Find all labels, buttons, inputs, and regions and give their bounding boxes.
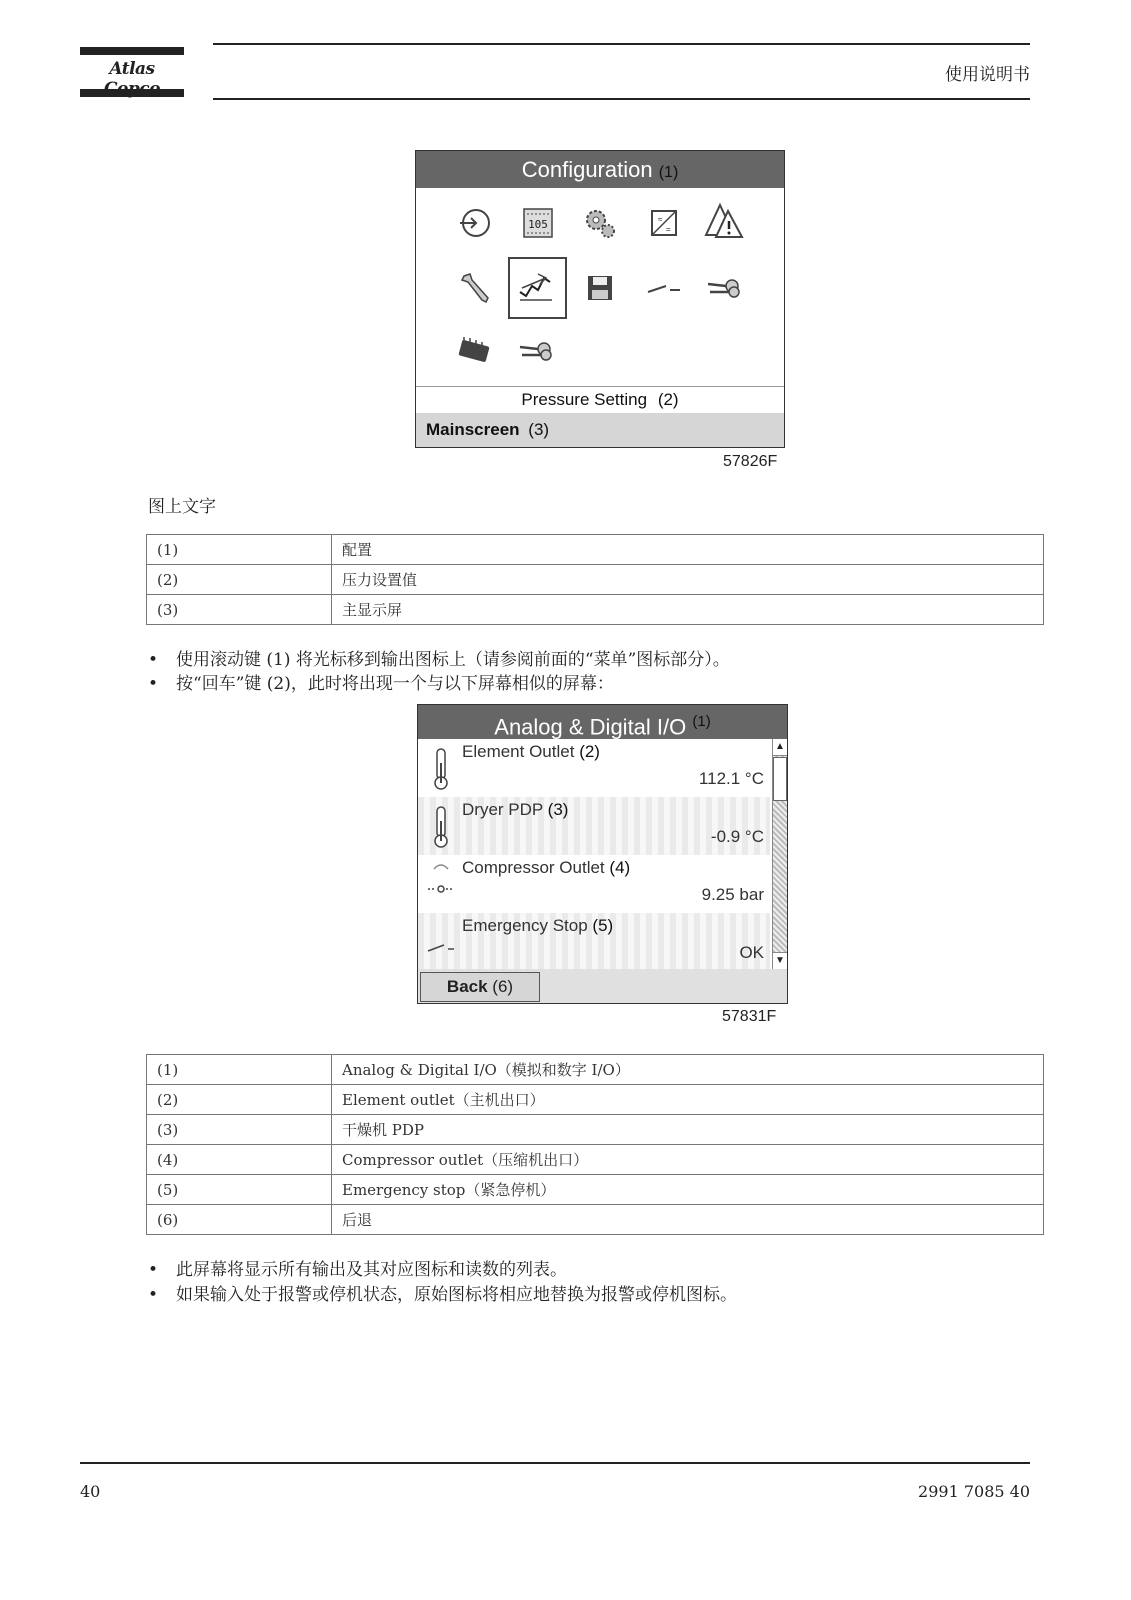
figure-code-1: 57826F — [723, 453, 778, 470]
table-row: (1) Analog & Digital I/O（模拟和数字 I/O） — [147, 1055, 1044, 1085]
scroll-down-arrow-icon[interactable]: ▼ — [773, 952, 787, 969]
list-item[interactable] — [418, 855, 770, 913]
keys-icon[interactable] — [516, 331, 556, 371]
configuration-title-ref: (1) — [658, 164, 679, 181]
io-item-value: -0.9 °C — [710, 827, 764, 846]
page-number: 40 — [80, 1482, 101, 1501]
document-title: 使用说明书 — [945, 65, 1030, 85]
list-item[interactable] — [418, 797, 770, 855]
io-bottom-bar — [418, 969, 787, 1003]
selected-item-label-bar — [416, 386, 784, 414]
mainscreen-ref: (3) — [528, 420, 550, 439]
chip-icon[interactable] — [454, 331, 494, 371]
logo-text: Atlas — [109, 59, 155, 79]
svg-text:=: = — [666, 225, 671, 234]
io-list — [418, 739, 770, 969]
scrollbar[interactable] — [772, 739, 787, 969]
io-screen — [417, 704, 788, 1004]
warning-icon[interactable] — [704, 201, 744, 241]
io-item-label: Compressor Outlet (4) — [462, 858, 631, 877]
table-row: (3) 干燥机 PDP — [147, 1115, 1044, 1145]
selected-item-label: Pressure Setting — [521, 390, 648, 409]
bullet-item: • 按“回车”键 (2)，此时将出现一个与以下屏幕相似的屏幕： — [148, 674, 614, 694]
thermometer-icon — [426, 803, 456, 849]
legend-table-2 — [146, 1054, 1044, 1235]
back-button[interactable] — [420, 972, 540, 1002]
io-item-value: 112.1 °C — [698, 769, 764, 788]
back-ref: (6) — [492, 977, 514, 996]
io-item-value: OK — [739, 943, 764, 962]
configuration-title: Configuration — [521, 157, 653, 182]
bullet-item: • 使用滚动键 (1) 将光标移到输出图标上（请参阅前面的“菜单”图标部分）。 — [148, 650, 730, 670]
bullet-item: • 如果输入处于报警或停机状态，原始图标将相应地替换为报警或停机图标。 — [148, 1285, 737, 1305]
list-item[interactable] — [418, 739, 770, 797]
thermometer-icon — [426, 745, 456, 791]
save-icon[interactable] — [580, 268, 620, 308]
pressure-icon — [426, 861, 456, 907]
configuration-title-bar — [416, 151, 784, 188]
document-number: 2991 7085 40 — [918, 1482, 1030, 1501]
mainscreen-label: Mainscreen — [426, 420, 520, 439]
header-rule-top — [213, 43, 1030, 45]
legend-table-1 — [146, 534, 1044, 625]
keys-icon[interactable] — [704, 268, 744, 308]
pressure-setting-icon[interactable] — [516, 266, 556, 306]
converter-icon[interactable] — [644, 203, 684, 243]
io-item-value: 9.25 bar — [701, 885, 764, 904]
io-item-label: Dryer PDP (3) — [462, 800, 569, 819]
back-label: Back — [446, 977, 488, 996]
wrench-icon[interactable] — [456, 268, 496, 308]
configuration-screen — [415, 150, 785, 448]
io-item-label: Element Outlet (2) — [462, 742, 600, 761]
caption: 图上文字 — [148, 497, 216, 517]
table-row: (2) Element outlet（主机出口） — [147, 1085, 1044, 1115]
atlas-copco-logo — [80, 47, 184, 99]
mainscreen-button[interactable] — [416, 413, 784, 447]
list-item[interactable] — [418, 913, 770, 969]
svg-text:105: 105 — [528, 218, 548, 231]
table-row: (3) 主显示屏 — [147, 595, 1044, 625]
table-row: (5) Emergency stop（紧急停机） — [147, 1175, 1044, 1205]
bullet-item: • 此屏幕将显示所有输出及其对应图标和读数的列表。 — [148, 1260, 567, 1280]
counter-icon[interactable] — [518, 203, 558, 243]
switch-icon[interactable] — [644, 268, 684, 308]
figure-code-2: 57831F — [722, 1008, 777, 1025]
footer-rule — [80, 1462, 1030, 1464]
svg-text:≈: ≈ — [658, 215, 663, 224]
scroll-thumb[interactable] — [773, 757, 787, 801]
table-row: (4) Compressor outlet（压缩机出口） — [147, 1145, 1044, 1175]
io-title-bar — [418, 705, 787, 739]
io-title: Analog & Digital I/O — [494, 714, 687, 740]
io-title-ref: (1) — [692, 713, 711, 730]
table-row: (1) 配置 — [147, 535, 1044, 565]
start-icon[interactable] — [456, 203, 496, 243]
gears-icon[interactable] — [580, 203, 620, 243]
table-row: (2) 压力设置值 — [147, 565, 1044, 595]
io-item-label: Emergency Stop (5) — [462, 916, 614, 935]
header-rule-bottom — [213, 98, 1030, 100]
switch-icon — [426, 919, 456, 965]
selected-item-ref: (2) — [657, 390, 679, 409]
table-row: (6) 后退 — [147, 1205, 1044, 1235]
scroll-up-arrow-icon[interactable]: ▲ — [773, 739, 787, 756]
